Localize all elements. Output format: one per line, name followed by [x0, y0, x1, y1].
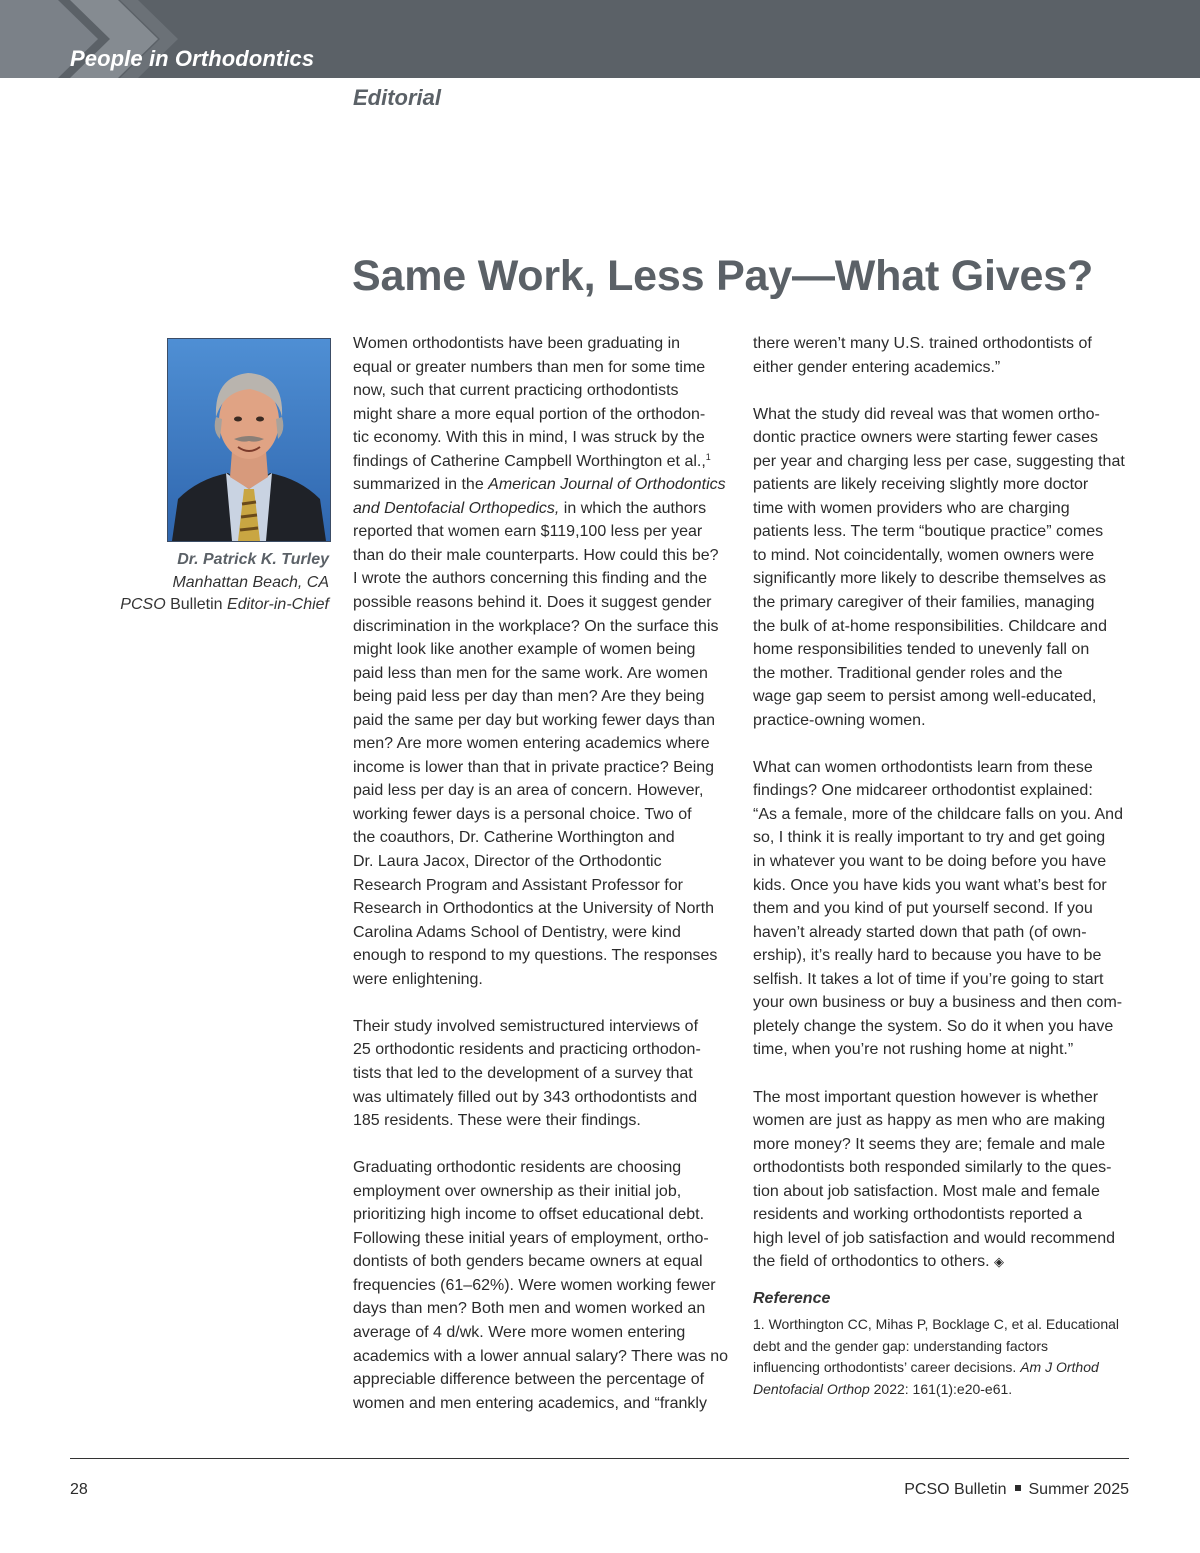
- body-line: the coauthors, Dr. Catherine Worthington and: [353, 829, 675, 847]
- body-line: was ultimately filled out by 343 orthodontists and: [353, 1088, 698, 1106]
- author-portrait: [167, 338, 331, 542]
- body-line: paid less than men for the same work. Are women: [353, 664, 708, 682]
- reference-line: 1. Worthington CC, Mihas P, Bocklage C, et al. Educational: [753, 1315, 1120, 1332]
- body-line: men? Are more women entering academics where: [353, 735, 710, 753]
- body-line: 185 residents. These were their findings.: [353, 1112, 641, 1130]
- body-line: Dr. Laura Jacox, Director of the Orthodontic: [353, 853, 662, 871]
- footnote-marker: 1: [705, 451, 711, 462]
- body-line: women are just as happy as men who are making: [753, 1112, 1106, 1130]
- body-line: orthodontists both responded similarly to the ques-: [753, 1159, 1112, 1177]
- body-line: wage gap seem to persist among well-educated,: [753, 688, 1097, 706]
- paragraph-gap: [753, 732, 1131, 756]
- body-line: What can women orthodontists learn from these: [753, 758, 1093, 776]
- body-line: time, when you’re not rushing home at night.”: [753, 1041, 1074, 1059]
- body-line: paid less per day is an area of concern. However,: [353, 782, 704, 800]
- body-line: the primary caregiver of their families, managing: [753, 594, 1095, 612]
- body-line: and Dentofacial Orthopedics, in which the authors: [353, 499, 707, 517]
- body-line: dontists of both genders became owners at equal: [353, 1253, 703, 1271]
- body-line: selfish. It takes a lot of time if you’re going to start: [753, 970, 1104, 988]
- body-line: academics with a lower annual salary? There was no: [353, 1347, 729, 1365]
- body-line: The most important question however is whether: [753, 1088, 1099, 1106]
- body-line: paid the same per day but working fewer days than: [353, 711, 715, 729]
- body-line: were enlightening.: [353, 970, 483, 988]
- body-line: What the study did reveal was that women ortho-: [753, 405, 1100, 423]
- body-line: practice-owning women.: [753, 711, 926, 729]
- square-bullet-icon: [1015, 1485, 1021, 1491]
- paragraph-gap: [353, 991, 731, 1015]
- body-line: Their study involved semistructured interviews of: [353, 1017, 699, 1035]
- page-number: 28: [70, 1481, 88, 1498]
- author-byline: [60, 549, 329, 617]
- body-line: per year and charging less per case, suggesting that: [753, 452, 1125, 470]
- body-line: enough to respond to my questions. The responses: [353, 947, 718, 965]
- reference-line: influencing orthodontists’ career decisions. Am J Orthod: [753, 1359, 1099, 1376]
- body-line: significantly more likely to describe themselves as: [753, 570, 1107, 588]
- body-line: tists that led to the development of a survey that: [353, 1064, 693, 1082]
- body-line: kids. Once you have kids you want what’s best for: [753, 876, 1107, 894]
- body-line: the bulk of at-home responsibilities. Childcare and: [753, 617, 1107, 635]
- body-line: summarized in the American Journal of Orthodontics: [353, 476, 726, 494]
- body-line: residents and working orthodontists reported a: [753, 1206, 1083, 1224]
- paragraph-gap: [753, 379, 1131, 403]
- body-line: time with women providers who are charging: [753, 499, 1070, 517]
- body-line: there weren’t many U.S. trained orthodontists of: [753, 335, 1092, 352]
- body-line: “As a female, more of the childcare falls on you. And: [753, 805, 1123, 823]
- body-line: your own business or buy a business and then com-: [753, 994, 1123, 1012]
- body-line: Carolina Adams School of Dentistry, were kind: [353, 923, 681, 941]
- body-line: employment over ownership as their initial job,: [353, 1182, 682, 1200]
- body-line: might share a more equal portion of the orthodon-: [353, 405, 706, 423]
- body-line: Following these initial years of employment, ortho-: [353, 1229, 709, 1247]
- body-line: Graduating orthodontic residents are choosing: [353, 1159, 682, 1177]
- section-label: People in Orthodontics: [70, 46, 315, 71]
- headline: Same Work, Less Pay—What Gives?: [352, 252, 1094, 300]
- body-line: home responsibilities tended to unevenly fall on: [753, 641, 1090, 659]
- body-line: appreciable difference between the percentage of: [353, 1371, 705, 1389]
- body-line: days than men? Both men and women worked an: [353, 1300, 706, 1318]
- body-line: either gender entering academics.”: [753, 358, 1001, 376]
- reference-line: debt and the gender gap: understanding factors: [753, 1337, 1048, 1354]
- body-line: now, such that current practicing orthodontists: [353, 382, 679, 400]
- reference-heading: Reference: [753, 1289, 831, 1307]
- footer-rule: [70, 1458, 1129, 1459]
- subsection-label: Editorial: [353, 85, 442, 110]
- body-line: so, I think it is really important to try and get going: [753, 829, 1106, 847]
- body-line: tion about job satisfaction. Most male and female: [753, 1182, 1100, 1200]
- body-line: income is lower than that in private practice? Being: [353, 758, 715, 776]
- body-line: the field of orthodontics to others. ◈: [753, 1253, 1005, 1271]
- body-line: I wrote the authors concerning this finding and the: [353, 570, 707, 588]
- body-line: pletely change the system. So do it when you have: [753, 1017, 1114, 1035]
- body-line: tic economy. With this in mind, I was struck by the: [353, 429, 705, 447]
- author-location: Manhattan Beach, CA: [172, 573, 329, 591]
- body-line: them and you kind of put yourself second. If you: [753, 900, 1093, 918]
- body-line: than do their male counterparts. How could this be?: [353, 546, 719, 564]
- body-line: 25 orthodontic residents and practicing orthodon-: [353, 1041, 701, 1059]
- body-line: Research Program and Assistant Professor for: [353, 876, 683, 894]
- paragraph-gap: [753, 1062, 1131, 1086]
- body-line: haven’t already started down that path (of own-: [753, 923, 1087, 941]
- body-line: prioritizing high income to offset educational debt.: [353, 1206, 705, 1224]
- body-line: dontic practice owners were starting fewer cases: [753, 429, 1099, 447]
- body-column-1: [353, 332, 731, 1415]
- body-line: more money? It seems they are; female and male: [753, 1135, 1106, 1153]
- body-line: frequencies (61–62%). Were women working fewer: [353, 1276, 716, 1294]
- body-line: findings of Catherine Campbell Worthington et al.,$^1$: [353, 451, 711, 470]
- body-line: being paid less per day than men? Are they being: [353, 688, 705, 706]
- body-line: in whatever you want to be doing before you have: [753, 853, 1107, 871]
- body-line: the mother. Traditional gender roles and the: [753, 664, 1063, 682]
- body-line: equal or greater numbers than men for some time: [353, 358, 706, 376]
- author-title: PCSO Bulletin Editor-in-Chief: [120, 596, 329, 613]
- reference-line: Dentofacial Orthop 2022: 161(1):e20-e61.: [753, 1381, 1013, 1398]
- body-line: reported that women earn $119,100 less per year: [353, 523, 703, 541]
- body-line: findings? One midcareer orthodontist explained:: [753, 782, 1093, 800]
- body-line: patients are likely receiving slightly more doctor: [753, 476, 1089, 494]
- body-line: Women orthodontists have been graduating in: [353, 335, 681, 352]
- paragraph-gap: [353, 1133, 731, 1157]
- body-line: to mind. Not coincidentally, women owners were: [753, 546, 1095, 564]
- body-line: discrimination in the workplace? On the surface this: [353, 617, 719, 635]
- body-column-2: [753, 332, 1131, 1401]
- body-line: high level of job satisfaction and would recommend: [753, 1229, 1115, 1247]
- body-line: patients less. The term “boutique practice” comes: [753, 523, 1104, 541]
- body-line: average of 4 d/wk. Were more women entering: [353, 1323, 686, 1341]
- body-line: ership), it’s really hard to because you have to be: [753, 947, 1102, 965]
- body-line: women and men entering academics, and “frankly: [353, 1394, 707, 1412]
- footer-publication: PCSO Bulletin Summer 2025: [904, 1481, 1129, 1498]
- body-line: possible reasons behind it. Does it suggest gender: [353, 594, 712, 612]
- end-mark-icon: ◈: [994, 1254, 1005, 1270]
- body-line: Research in Orthodontics at the University of North: [353, 900, 715, 918]
- author-name: Dr. Patrick K. Turley: [177, 551, 329, 568]
- body-line: might look like another example of women being: [353, 641, 696, 659]
- body-line: working fewer days is a personal choice. Two of: [353, 805, 692, 823]
